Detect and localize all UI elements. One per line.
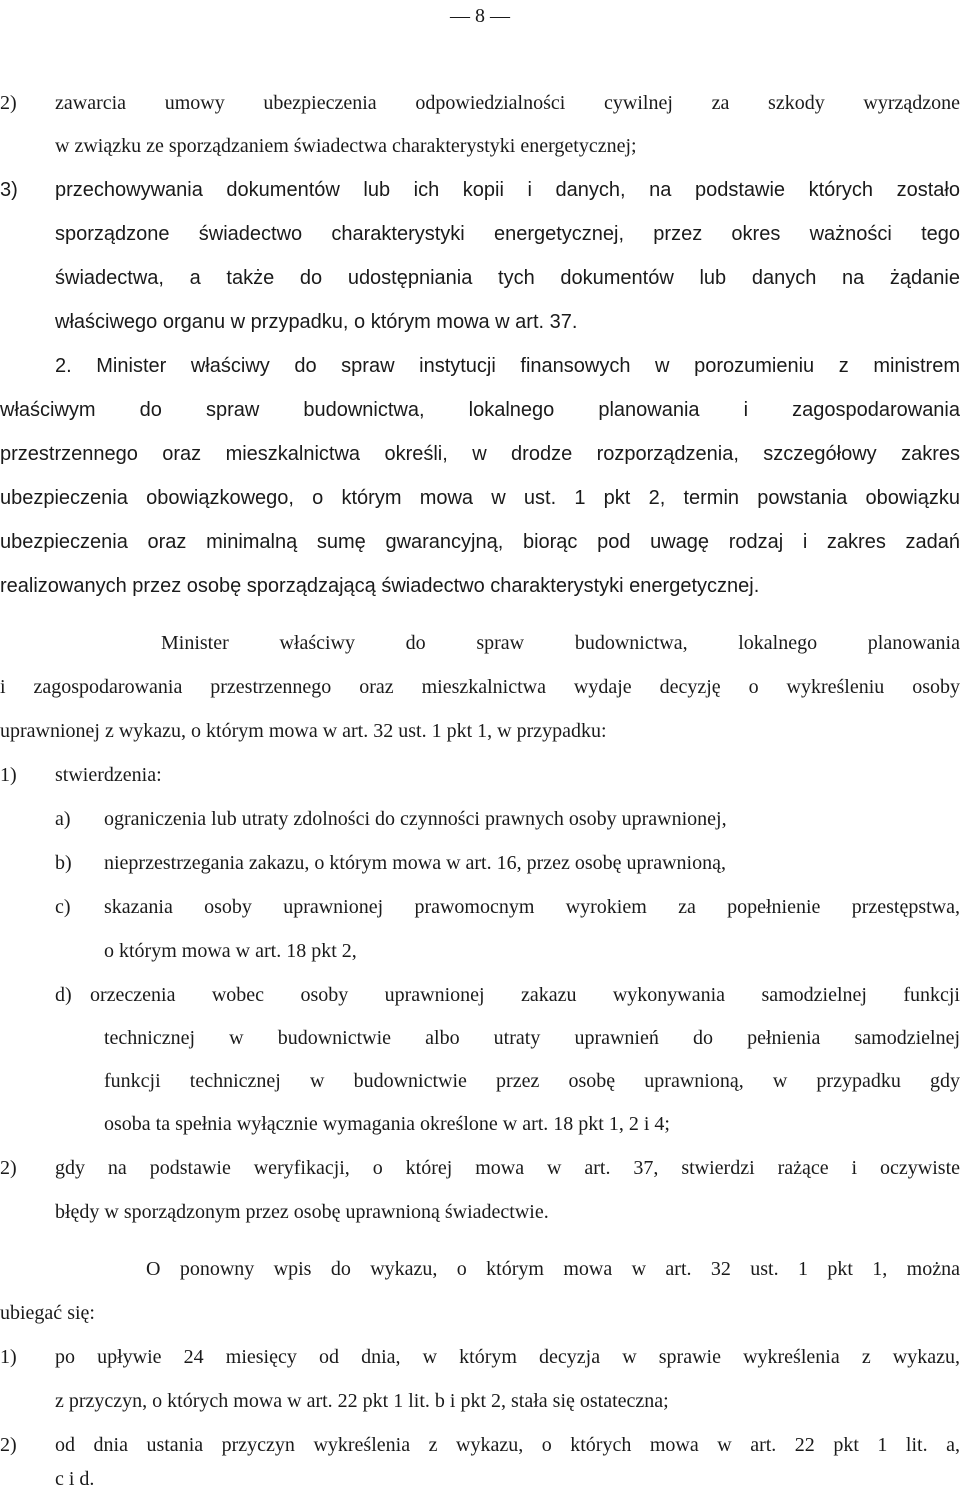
list-item	[0, 804, 960, 834]
list-item	[0, 1342, 960, 1372]
paragraph-line: w związku ze sporządzaniem świadectwa charakterystyki energetycznej;	[55, 135, 637, 157]
paragraph-line: funkcji technicznej w budownictwie przez osobę uprawnioną, w przypadku gdy	[104, 1070, 960, 1092]
paragraph-line: Minister właściwy do spraw budownictwa, lokalnego planowania	[161, 632, 960, 654]
list-marker: 1)	[0, 764, 17, 786]
list-item	[0, 1153, 960, 1183]
paragraph-line: skazania osoby uprawnionej prawomocnym wyrokiem za popełnienie przestępstwa,	[104, 896, 960, 918]
paragraph-line: właściwym do spraw budownictwa, lokalnego planowania i zagospodarowania	[0, 399, 960, 421]
list-item	[0, 1430, 960, 1460]
list-marker: 1)	[0, 1346, 17, 1368]
paragraph-line: o którym mowa w art. 18 pkt 2,	[104, 940, 357, 962]
paragraph-line: przestrzennego oraz mieszkalnictwa określi, w drodze rozporządzenia, szczegółowy zakres	[0, 443, 960, 465]
list-marker: b)	[55, 852, 72, 874]
paragraph-line: właściwego organu w przypadku, o którym mowa w art. 37.	[55, 311, 578, 333]
paragraph-line: realizowanych przez osobę sporządzającą świadectwo charakterystyki energetycznej.	[0, 575, 760, 597]
paragraph-line: z przyczyn, o których mowa w art. 22 pkt 1 lit. b i pkt 2, stała się ostateczna;	[55, 1390, 669, 1412]
paragraph-line: ubezpieczenia obowiązkowego, o którym mowa w ust. 1 pkt 2, termin powstania obowiązku	[0, 487, 960, 509]
list-item	[0, 175, 960, 205]
paragraph-line: c i d.	[55, 1468, 95, 1490]
paragraph-line: błędy w sporządzonym przez osobę uprawnioną świadectwie.	[55, 1201, 549, 1223]
paragraph-line: zawarcia umowy ubezpieczenia odpowiedzialności cywilnej za szkody wyrządzone	[55, 92, 960, 114]
paragraph-line: technicznej w budownictwie albo utraty uprawnień do pełnienia samodzielnej	[104, 1027, 960, 1049]
paragraph-line: świadectwa, a także do udostępniania tych dokumentów lub danych na żądanie	[55, 267, 960, 289]
list-marker: d)	[55, 984, 72, 1006]
list-item	[0, 760, 960, 790]
paragraph-line: 2. Minister właściwy do spraw instytucji finansowych w porozumieniu z ministrem	[55, 355, 960, 377]
paragraph-line: ubiegać się:	[0, 1302, 95, 1324]
paragraph-line: nieprzestrzegania zakazu, o którym mowa w art. 16, przez osobę uprawnioną,	[104, 852, 726, 874]
paragraph-line: przechowywania dokumentów lub ich kopii i danych, na podstawie których zostało	[55, 179, 960, 201]
paragraph-line: orzeczenia wobec osoby uprawnionej zakazu wykonywania samodzielnej funkcji	[90, 984, 960, 1006]
list-marker: 2)	[0, 1157, 17, 1179]
list-marker: 2)	[0, 92, 17, 114]
article-22-heading-line	[0, 628, 960, 658]
page-number: — 8 —	[450, 5, 510, 27]
list-item	[0, 848, 960, 878]
list-marker: 3)	[0, 179, 18, 201]
paragraph-line: od dnia ustania przyczyn wykreślenia z wykazu, o których mowa w art. 22 pkt 1 lit. a,	[55, 1434, 960, 1456]
paragraph-line: i zagospodarowania przestrzennego oraz mieszkalnictwa wydaje decyzję o wykreśleniu osoby	[0, 676, 960, 698]
paragraph-line: stwierdzenia:	[55, 764, 162, 786]
list-item	[0, 88, 960, 118]
list-marker: a)	[55, 808, 71, 830]
paragraph-line: po upływie 24 miesięcy od dnia, w którym decyzja w sprawie wykreślenia z wykazu,	[55, 1346, 960, 1368]
paragraph-line: O ponowny wpis do wykazu, o którym mowa w art. 32 ust. 1 pkt 1, można	[146, 1258, 960, 1280]
paragraph-line: ograniczenia lub utraty zdolności do czynności prawnych osoby uprawnionej,	[104, 808, 727, 830]
list-marker: 2)	[0, 1434, 17, 1456]
paragraph-line: ubezpieczenia oraz minimalną sumę gwarancyjną, biorąc pod uwagę rodzaj i zakres zadań	[0, 531, 960, 553]
paragraph-line: osoba ta spełnia wyłącznie wymagania określone w art. 18 pkt 1, 2 i 4;	[104, 1113, 670, 1135]
paragraph-line: gdy na podstawie weryfikacji, o której mowa w art. 37, stwierdzi rażące i oczywiste	[55, 1157, 960, 1179]
article-23-heading-line	[0, 1254, 960, 1284]
list-item	[0, 980, 960, 1010]
paragraph-line: sporządzone świadectwo charakterystyki energetycznej, przez okres ważności tego	[55, 223, 960, 245]
paragraph-line: uprawnionej z wykazu, o którym mowa w art. 32 ust. 1 pkt 1, w przypadku:	[0, 720, 607, 742]
list-item	[0, 892, 960, 922]
list-marker: c)	[55, 896, 71, 918]
